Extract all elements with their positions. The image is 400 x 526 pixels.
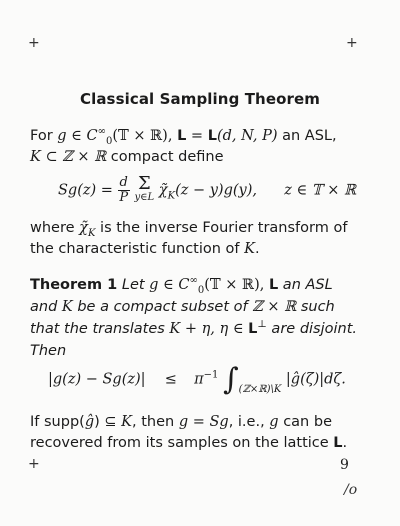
theorem-space: (𝕋 × ℝ), bbox=[204, 277, 269, 293]
theorem-dual-lattice: L bbox=[248, 321, 258, 337]
theorem-compact: be a compact subset of bbox=[72, 299, 253, 315]
theorem-sub: 0 bbox=[197, 284, 205, 296]
conclusion-line-1 bbox=[30, 412, 375, 433]
intro-paragraph bbox=[30, 126, 375, 168]
corner-mark-top-right: + bbox=[346, 35, 358, 51]
formula-lhs: Sg(z) = bbox=[58, 182, 118, 199]
corner-mark-top-left: + bbox=[28, 35, 40, 51]
integral-domain: (ℤ×ℝ)\K bbox=[238, 383, 282, 395]
intro-line-1 bbox=[30, 126, 375, 147]
formula-fraction bbox=[118, 176, 130, 205]
intro-text: For bbox=[30, 128, 58, 144]
bound-coefficient: π bbox=[194, 371, 204, 388]
sum-index: y∈L bbox=[134, 191, 155, 203]
theorem-space-set: ℤ × ℝ bbox=[252, 299, 297, 315]
intro-line-2 bbox=[30, 147, 375, 168]
error-bound-formula bbox=[48, 362, 368, 397]
kernel-sub: K bbox=[167, 190, 176, 202]
where-line-1 bbox=[30, 218, 375, 239]
where-paragraph bbox=[30, 218, 375, 260]
conclusion-if: If supp( bbox=[30, 414, 85, 430]
theorem-block bbox=[30, 274, 375, 362]
intro-math: g ∈ C bbox=[57, 128, 98, 144]
intro-define: compact define bbox=[106, 149, 224, 165]
conclusion-K: K bbox=[121, 414, 132, 430]
conclusion-paragraph bbox=[30, 412, 375, 454]
formula-kernel: χ̃ bbox=[158, 182, 168, 199]
intro-lattice-def: L bbox=[207, 128, 217, 144]
summation bbox=[134, 172, 155, 205]
theorem-then: Then bbox=[30, 343, 67, 359]
intro-sup: ∞ bbox=[97, 126, 106, 138]
theorem-line-1 bbox=[30, 274, 375, 296]
theorem-heading: Theorem 1 bbox=[30, 277, 118, 293]
intro-suffix: an ASL, bbox=[277, 128, 337, 144]
theorem-asl: an ASL bbox=[278, 277, 333, 293]
where-line2-text: the characteristic function of bbox=[30, 241, 245, 257]
conclusion-can-be: can be bbox=[278, 414, 332, 430]
intro-sub: 0 bbox=[105, 135, 113, 147]
integrand: |ĝ(ζ)|dζ. bbox=[285, 371, 346, 388]
intro-set: K ⊂ ℤ × ℝ bbox=[30, 149, 107, 165]
conclusion-subset: ) ⊆ bbox=[94, 414, 122, 430]
theorem-K: K bbox=[61, 299, 73, 315]
conclusion-ghat: ĝ bbox=[84, 414, 95, 430]
conclusion-then: , then bbox=[131, 414, 179, 430]
theorem-text: Let bbox=[117, 277, 150, 293]
integral-symbol: ∫ bbox=[223, 362, 239, 397]
intro-eq: = bbox=[186, 128, 208, 144]
theorem-and: and bbox=[30, 299, 62, 315]
theorem-func: g ∈ C bbox=[149, 277, 190, 293]
theorem-lattice: L bbox=[268, 277, 279, 293]
corner-mark-bottom-left: + bbox=[28, 456, 40, 472]
page-title: Classical Sampling Theorem bbox=[79, 90, 321, 108]
conclusion-g: g bbox=[269, 414, 279, 430]
theorem-translates: that the translates bbox=[30, 321, 170, 337]
conclusion-ie: , i.e., bbox=[228, 414, 270, 430]
intro-args: (d, N, P) bbox=[216, 128, 278, 144]
conclusion-end: . bbox=[342, 435, 348, 451]
theorem-disjoint: are disjoint. bbox=[266, 321, 358, 337]
where-end: . bbox=[255, 241, 260, 257]
formula-domain: z ∈ 𝕋 × ℝ bbox=[284, 182, 357, 199]
page-number: 9 bbox=[340, 457, 349, 473]
intro-space: (𝕋 × ℝ), bbox=[112, 128, 178, 144]
conclusion-line-2 bbox=[30, 433, 375, 454]
handwritten-number: /o bbox=[344, 482, 358, 498]
intro-lattice: L bbox=[177, 128, 187, 144]
conclusion-lattice: L bbox=[333, 435, 343, 451]
where-prefix: where bbox=[30, 220, 80, 236]
formula-body: (z − y)g(y), bbox=[175, 182, 257, 199]
where-K: K bbox=[244, 241, 255, 257]
where-line-2 bbox=[30, 239, 375, 260]
theorem-translate-math: K + η, η ∈ bbox=[169, 321, 249, 337]
sampling-formula bbox=[58, 172, 378, 205]
where-sub: K bbox=[87, 227, 96, 239]
theorem-such: such bbox=[296, 299, 335, 315]
bound-exponent: −1 bbox=[203, 369, 219, 381]
where-suffix: is the inverse Fourier transform of bbox=[95, 220, 348, 236]
conclusion-equation: g = Sg bbox=[178, 414, 229, 430]
theorem-line-3 bbox=[30, 318, 375, 340]
where-symbol: χ̃ bbox=[79, 220, 88, 236]
bound-lhs: |g(z) − Sg(z)| bbox=[48, 371, 146, 388]
theorem-sup: ∞ bbox=[189, 275, 198, 287]
theorem-line-2 bbox=[30, 296, 375, 318]
theorem-line-4 bbox=[30, 340, 375, 362]
fraction-numerator: d bbox=[119, 175, 128, 190]
sum-symbol: Σ bbox=[137, 172, 151, 194]
bound-relation: ≤ bbox=[164, 371, 177, 388]
fraction-denominator: P bbox=[119, 190, 129, 205]
conclusion-recovered: recovered from its samples on the lattice bbox=[30, 435, 334, 451]
theorem-perp: ⊥ bbox=[257, 319, 267, 331]
